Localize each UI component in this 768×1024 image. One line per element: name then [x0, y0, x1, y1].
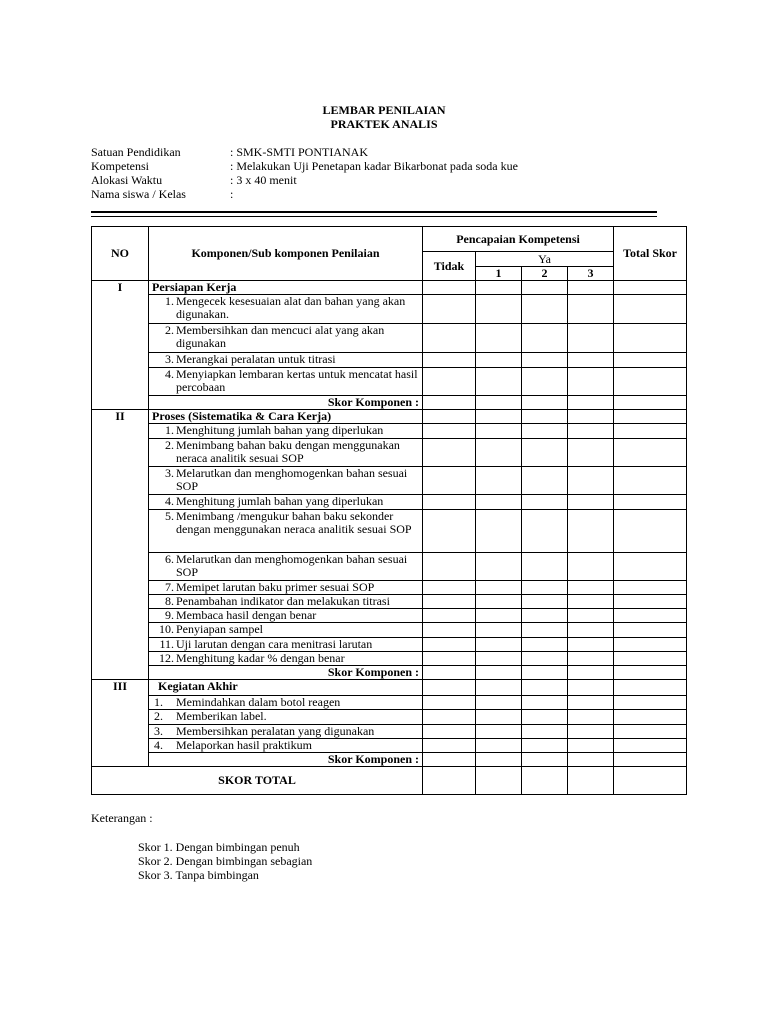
criterion-cell	[149, 353, 423, 368]
tidak-cell[interactable]	[423, 710, 476, 725]
criterion-text: Memberikan label.	[176, 709, 267, 723]
subtotal-row	[92, 396, 687, 410]
score-3-cell[interactable]	[568, 753, 614, 767]
score-1-cell[interactable]	[476, 696, 522, 710]
total-cell[interactable]	[614, 439, 687, 467]
score-1-cell[interactable]	[476, 295, 522, 324]
score-3-cell[interactable]	[568, 623, 614, 638]
score-1-cell[interactable]	[476, 553, 522, 581]
table-row	[92, 652, 687, 666]
criterion-cell	[149, 553, 423, 581]
score-1-cell[interactable]	[476, 725, 522, 739]
criterion-cell	[149, 424, 423, 439]
score-2-cell[interactable]	[522, 581, 568, 595]
table-row	[92, 439, 687, 467]
document-subtitle: PRAKTEK ANALIS	[330, 117, 438, 131]
table-row	[92, 510, 687, 553]
table-row	[92, 495, 687, 510]
criterion-number: 4.	[154, 738, 163, 752]
score-2-cell[interactable]	[522, 753, 568, 767]
tidak-cell[interactable]	[423, 666, 476, 680]
score-2-cell[interactable]	[522, 281, 568, 295]
table-row	[92, 638, 687, 652]
total-cell[interactable]	[614, 467, 687, 495]
criterion-text: Melaporkan hasil praktikum	[176, 738, 312, 752]
score-2-cell[interactable]	[522, 353, 568, 368]
criterion-cell	[149, 623, 423, 638]
criterion-number: 11.	[159, 637, 174, 651]
score-1-cell[interactable]	[476, 595, 522, 609]
table-row	[92, 353, 687, 368]
tidak-cell[interactable]	[423, 495, 476, 510]
info-value: : SMK-SMTI PONTIANAK	[230, 145, 369, 159]
score-1-cell[interactable]	[476, 767, 522, 795]
info-value: : Melakukan Uji Penetapan kadar Bikarbonat pada soda kue	[230, 159, 518, 173]
criterion-number: 2.	[154, 709, 163, 723]
score-2-cell[interactable]	[522, 439, 568, 467]
score-2-cell[interactable]	[522, 324, 568, 353]
criterion-cell	[149, 368, 423, 396]
score-3-cell[interactable]	[568, 495, 614, 510]
score-1-cell[interactable]	[476, 424, 522, 439]
grand-total-label: SKOR TOTAL	[92, 767, 423, 795]
section-row	[92, 281, 687, 295]
tidak-cell[interactable]	[423, 353, 476, 368]
score-2-cell[interactable]	[522, 553, 568, 581]
criterion-text: Membersihkan dan mencuci alat yang akan digunakan	[176, 323, 385, 350]
table-row	[92, 324, 687, 353]
tidak-cell[interactable]	[423, 652, 476, 666]
criterion-number: 2.	[165, 438, 174, 452]
header-no: NO	[92, 227, 149, 281]
criterion-cell	[149, 324, 423, 353]
total-cell[interactable]	[614, 595, 687, 609]
criterion-number: 4.	[165, 494, 174, 508]
criterion-cell	[149, 609, 423, 623]
score-3-cell[interactable]	[568, 324, 614, 353]
score-1-cell[interactable]	[476, 666, 522, 680]
score-1-cell[interactable]	[476, 753, 522, 767]
score-2-cell[interactable]	[522, 467, 568, 495]
score-3-cell[interactable]	[568, 281, 614, 295]
score-2-cell[interactable]	[522, 424, 568, 439]
total-cell[interactable]	[614, 680, 687, 696]
header-ya: Ya	[476, 252, 614, 267]
criterion-cell	[149, 467, 423, 495]
info-label: Satuan Pendidikan	[91, 145, 181, 159]
score-2-cell[interactable]	[522, 368, 568, 396]
total-cell[interactable]	[614, 495, 687, 510]
info-label: Kompetensi	[91, 159, 149, 173]
total-cell[interactable]	[614, 696, 687, 710]
criterion-text: Memindahkan dalam botol reagen	[176, 695, 341, 709]
tidak-cell[interactable]	[423, 324, 476, 353]
grand-total-row	[92, 767, 687, 795]
score-2-cell[interactable]	[522, 410, 568, 424]
table-row	[92, 467, 687, 495]
total-cell[interactable]	[614, 396, 687, 410]
criterion-text: Penyiapan sampel	[176, 622, 263, 636]
score-2-cell[interactable]	[522, 510, 568, 553]
score-1-cell[interactable]	[476, 609, 522, 623]
total-cell[interactable]	[614, 581, 687, 595]
tidak-cell[interactable]	[423, 295, 476, 324]
total-cell[interactable]	[614, 753, 687, 767]
tidak-cell[interactable]	[423, 410, 476, 424]
score-3-cell[interactable]	[568, 638, 614, 652]
tidak-cell[interactable]	[423, 581, 476, 595]
score-2-cell[interactable]	[522, 710, 568, 725]
tidak-cell[interactable]	[423, 368, 476, 396]
total-cell[interactable]	[614, 553, 687, 581]
subtotal-label: Skor Komponen :	[149, 753, 423, 767]
tidak-cell[interactable]	[423, 396, 476, 410]
document-title: LEMBAR PENILAIAN	[322, 103, 446, 117]
score-3-cell[interactable]	[568, 581, 614, 595]
criterion-text: Melarutkan dan menghomogenkan bahan sesuai SOP	[176, 466, 408, 493]
criterion-number: 3.	[165, 352, 174, 366]
criterion-number: 10.	[159, 622, 174, 636]
criterion-text: Menghitung jumlah bahan yang diperlukan	[176, 494, 384, 508]
score-3-cell[interactable]	[568, 696, 614, 710]
tidak-cell[interactable]	[423, 680, 476, 696]
section-number: I	[92, 281, 149, 410]
score-1-cell[interactable]	[476, 353, 522, 368]
tidak-cell[interactable]	[423, 638, 476, 652]
score-2-cell[interactable]	[522, 609, 568, 623]
tidak-cell[interactable]	[423, 767, 476, 795]
table-row	[92, 581, 687, 595]
score-1-cell[interactable]	[476, 439, 522, 467]
table-row	[92, 553, 687, 581]
score-1-cell[interactable]	[476, 368, 522, 396]
criterion-text: Menghitung kadar % dengan benar	[176, 651, 345, 665]
score-2-cell[interactable]	[522, 725, 568, 739]
score-2-cell[interactable]	[522, 295, 568, 324]
score-1-cell[interactable]	[476, 581, 522, 595]
criterion-text: Merangkai peralatan untuk titrasi	[176, 352, 336, 366]
criterion-number: 1.	[165, 294, 174, 308]
score-2-cell[interactable]	[522, 396, 568, 410]
score-2-cell[interactable]	[522, 696, 568, 710]
criterion-number: 9.	[165, 608, 174, 622]
header-component: Komponen/Sub komponen Penilaian	[149, 227, 423, 281]
subtotal-row	[92, 666, 687, 680]
table-row	[92, 295, 687, 324]
total-cell[interactable]	[614, 353, 687, 368]
subtotal-label: Skor Komponen :	[149, 396, 423, 410]
score-1-cell[interactable]	[476, 495, 522, 510]
divider-thin	[91, 216, 657, 217]
table-row	[92, 710, 687, 725]
total-cell[interactable]	[614, 623, 687, 638]
total-cell[interactable]	[614, 652, 687, 666]
info-label: Alokasi Waktu	[91, 173, 163, 187]
table-row	[92, 424, 687, 439]
score-2-cell[interactable]	[522, 638, 568, 652]
score-2-cell[interactable]	[522, 666, 568, 680]
score-1-cell[interactable]	[476, 410, 522, 424]
score-2-cell[interactable]	[522, 739, 568, 753]
tidak-cell[interactable]	[423, 424, 476, 439]
score-3-cell[interactable]	[568, 510, 614, 553]
table-row	[92, 725, 687, 739]
total-cell[interactable]	[614, 666, 687, 680]
score-3-cell[interactable]	[568, 353, 614, 368]
table-row	[92, 595, 687, 609]
criterion-text: Menyiapkan lembaran kertas untuk mencatat hasil percobaan	[176, 367, 418, 394]
criterion-text: Membaca hasil dengan benar	[176, 608, 317, 622]
score-1-cell[interactable]	[476, 739, 522, 753]
assessment-table	[91, 226, 687, 795]
tidak-cell[interactable]	[423, 467, 476, 495]
criterion-number: 3.	[165, 466, 174, 480]
criterion-number: 1.	[154, 695, 163, 709]
section-number: II	[92, 410, 149, 680]
notes-heading: Keterangan :	[91, 811, 153, 825]
table-row	[92, 696, 687, 710]
table-row	[92, 609, 687, 623]
total-cell[interactable]	[614, 281, 687, 295]
score-3-cell[interactable]	[568, 424, 614, 439]
section-row	[92, 680, 687, 696]
total-cell[interactable]	[614, 410, 687, 424]
criterion-text: Uji larutan dengan cara menitrasi larutan	[176, 637, 373, 651]
score-1-cell[interactable]	[476, 467, 522, 495]
total-cell[interactable]	[614, 424, 687, 439]
criterion-number: 4.	[165, 367, 174, 381]
subtotal-label: Skor Komponen :	[149, 666, 423, 680]
score-3-cell[interactable]	[568, 368, 614, 396]
criterion-number: 1.	[165, 423, 174, 437]
section-title: Proses (Sistematika & Cara Kerja)	[149, 410, 423, 424]
score-3-cell[interactable]	[568, 652, 614, 666]
section-row	[92, 410, 687, 424]
tidak-cell[interactable]	[423, 739, 476, 753]
score-1-cell[interactable]	[476, 510, 522, 553]
score-2-cell[interactable]	[522, 652, 568, 666]
table-row	[92, 368, 687, 396]
score-3-cell[interactable]	[568, 725, 614, 739]
score-2-cell[interactable]	[522, 623, 568, 638]
criterion-cell	[149, 581, 423, 595]
score-1-cell[interactable]	[476, 281, 522, 295]
criterion-cell	[149, 652, 423, 666]
info-value: :	[230, 187, 234, 201]
header-achievement: Pencapaian Kompetensi	[423, 227, 614, 252]
section-title: Persiapan Kerja	[149, 281, 423, 295]
score-2-cell[interactable]	[522, 680, 568, 696]
score-3-cell[interactable]	[568, 609, 614, 623]
total-cell[interactable]	[614, 295, 687, 324]
criterion-text: Penambahan indikator dan melakukan titrasi	[176, 594, 390, 608]
criterion-cell	[149, 495, 423, 510]
score-3-cell[interactable]	[568, 739, 614, 753]
header-score-3: 3	[568, 267, 614, 281]
divider-thick	[91, 211, 657, 213]
criterion-text: Melarutkan dan menghomogenkan bahan sesuai SOP	[176, 552, 408, 579]
criterion-number: 5.	[165, 509, 174, 523]
criterion-cell	[149, 739, 423, 753]
tidak-cell[interactable]	[423, 696, 476, 710]
notes-line: Skor 3. Tanpa bimbingan	[138, 868, 259, 882]
criterion-cell	[149, 510, 423, 553]
score-3-cell[interactable]	[568, 680, 614, 696]
score-3-cell[interactable]	[568, 767, 614, 795]
criterion-number: 2.	[165, 323, 174, 337]
total-cell[interactable]	[614, 739, 687, 753]
criterion-cell	[149, 638, 423, 652]
criterion-text: Menimbang bahan baku dengan menggunakan neraca analitik sesuai SOP	[176, 438, 400, 465]
criterion-cell	[149, 595, 423, 609]
criterion-number: 7.	[165, 580, 174, 594]
total-cell[interactable]	[614, 609, 687, 623]
tidak-cell[interactable]	[423, 281, 476, 295]
notes-line: Skor 2. Dengan bimbingan sebagian	[138, 854, 313, 868]
criterion-text: Membersihkan peralatan yang digunakan	[176, 724, 375, 738]
notes-line: Skor 1. Dengan bimbingan penuh	[138, 840, 300, 854]
table-row	[92, 739, 687, 753]
header-total-score: Total Skor	[614, 227, 687, 281]
score-3-cell[interactable]	[568, 439, 614, 467]
score-3-cell[interactable]	[568, 595, 614, 609]
score-3-cell[interactable]	[568, 295, 614, 324]
info-value: : 3 x 40 menit	[230, 173, 297, 187]
score-2-cell[interactable]	[522, 595, 568, 609]
criterion-text: Memipet larutan baku primer sesuai SOP	[176, 580, 375, 594]
score-2-cell[interactable]	[522, 495, 568, 510]
tidak-cell[interactable]	[423, 595, 476, 609]
criterion-text: Mengecek kesesuaian alat dan bahan yang akan digunakan.	[176, 294, 406, 321]
criterion-number: 12.	[159, 651, 174, 665]
score-3-cell[interactable]	[568, 396, 614, 410]
score-1-cell[interactable]	[476, 324, 522, 353]
criterion-cell	[149, 439, 423, 467]
tidak-cell[interactable]	[423, 439, 476, 467]
total-cell[interactable]	[614, 510, 687, 553]
section-title: Kegiatan Akhir	[149, 680, 423, 696]
header-score-2: 2	[522, 267, 568, 281]
criterion-cell	[149, 710, 423, 725]
tidak-cell[interactable]	[423, 553, 476, 581]
criterion-text: Menghitung jumlah bahan yang diperlukan	[176, 423, 384, 437]
criterion-number: 6.	[165, 552, 174, 566]
info-label: Nama siswa / Kelas	[91, 187, 186, 201]
total-cell[interactable]	[614, 767, 687, 795]
score-3-cell[interactable]	[568, 467, 614, 495]
score-3-cell[interactable]	[568, 410, 614, 424]
criterion-text: Menimbang /mengukur bahan baku sekonder dengan menggunakan neraca analitik sesuai SOP	[176, 509, 412, 536]
criterion-number: 3.	[154, 724, 163, 738]
header-score-1: 1	[476, 267, 522, 281]
score-1-cell[interactable]	[476, 623, 522, 638]
criterion-number: 8.	[165, 594, 174, 608]
total-cell[interactable]	[614, 324, 687, 353]
tidak-cell[interactable]	[423, 510, 476, 553]
score-3-cell[interactable]	[568, 553, 614, 581]
table-header-row	[92, 227, 687, 252]
score-1-cell[interactable]	[476, 680, 522, 696]
score-2-cell[interactable]	[522, 767, 568, 795]
section-number: III	[92, 680, 149, 767]
header-tidak: Tidak	[423, 252, 476, 281]
criterion-cell	[149, 725, 423, 739]
score-3-cell[interactable]	[568, 710, 614, 725]
score-1-cell[interactable]	[476, 710, 522, 725]
tidak-cell[interactable]	[423, 725, 476, 739]
total-cell[interactable]	[614, 368, 687, 396]
score-1-cell[interactable]	[476, 396, 522, 410]
tidak-cell[interactable]	[423, 623, 476, 638]
subtotal-row	[92, 753, 687, 767]
score-1-cell[interactable]	[476, 652, 522, 666]
table-row	[92, 623, 687, 638]
total-cell[interactable]	[614, 725, 687, 739]
score-1-cell[interactable]	[476, 638, 522, 652]
score-3-cell[interactable]	[568, 666, 614, 680]
tidak-cell[interactable]	[423, 753, 476, 767]
total-cell[interactable]	[614, 710, 687, 725]
criterion-cell	[149, 696, 423, 710]
criterion-cell	[149, 295, 423, 324]
total-cell[interactable]	[614, 638, 687, 652]
tidak-cell[interactable]	[423, 609, 476, 623]
